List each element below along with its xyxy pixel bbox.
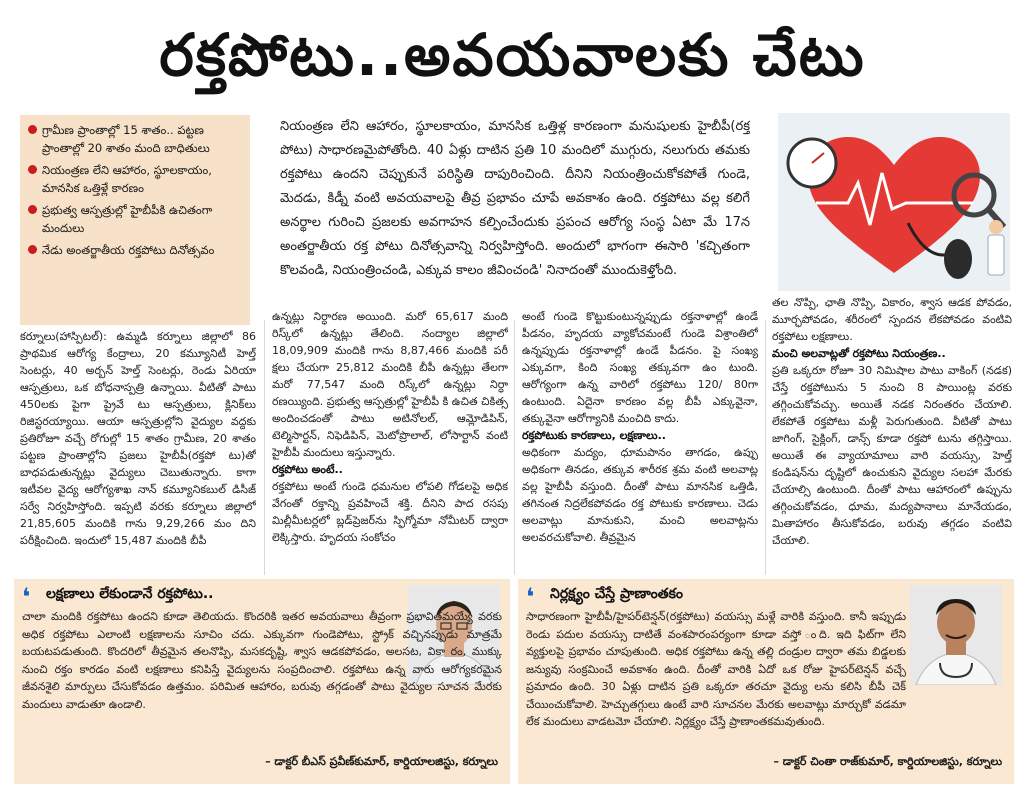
lead-paragraph: నియంత్రణ లేని ఆహారం, స్థూలకాయం, మానసిక ఒత్తిళ్ల కారణంగా మనుషులకు హైబీపీ(రక్త పోటు) సాధారణమైపోతోంది. 40 ఏళ్లు దాటిన ప్రతి 10 మందిలో ముగ్గురు, నలుగురు తమకు రక్తపోటు ఉందని చెప్పుకునే పరిస్థితి దాపురించింది. దీనిని నియంత్రించుకోకపోతే గుండె, మెదడు, కిడ్నీ వంటి అవయవాలపై తీవ్ర ప్రభావం చూపే అవకాశం ఉంది. రక్తపోటు వల్ల కలిగే అనర్థాల గురించి ప్రజలకు అవగాహన కల్పించేందుకు ప్రపంచ ఆరోగ్య సంస్థ ఏటా మే 17న అంతర్జాతీయ రక్త పోటు దినోత్సవాన్ని నిర్వహిస్తోంది. అందులో భాగంగా ఈసారి 'కచ్చితంగా కొలవండి, నియంత్రించండి, ఎక్కువ కాలం జీవించండి' నినాదంతో ముందుకెళ్తోంది. bbox=[280, 119, 750, 278]
expert-box-right-title: నిర్లక్ష్యం చేస్తే ప్రాణాంతకం bbox=[550, 586, 683, 602]
column-divider bbox=[765, 320, 766, 575]
body-column-2 bbox=[272, 308, 508, 574]
highlights-box bbox=[20, 115, 250, 325]
expert-box-right-text: సాధారణంగా హైబీపీ/హైపర్‌టెన్షన్(రక్తపోటు) వయస్సు మళ్లే వారికి వస్తుంది. కానీ ఇప్పుడు రెండు పదుల వయస్సు దాటితే వంశపారంపర్యంగా కూడా వస్తో ంది. ఇది ఫిట్‌గా లేని వ్యక్తులపై ప్రభావం చూపుతుంది. అధిక రక్తపోటు ఉన్న తల్లి దండ్రుల ద్వారా తమ బిడ్డలకు జన్యువు సంక్రమించే అవకాశం ఉంది. దీంతో వారికి ఏదో ఒక రోజు హైపర్‌టెన్షన్ వచ్చే ప్రమాదం ఉంది. 30 ఏళ్లు దాటిన ప్రతి ఒక్కరూ తరచూ వైద్యు లను కలిసి బీపీ చెక్ చేయించుకోవాలి. హెచ్చుతగ్గులు ఉంటే వారి సూచనల మేరకు అలవాట్లు మార్చుకో వడమా లేక మందులు వాడటమో చేయాలి. నిర్లక్ష్యం చేస్తే ప్రాణాంతకమవుతుంది. bbox=[526, 610, 906, 728]
column-4-text-a: తల నొప్పి, ఛాతి నొప్పి, వికారం, శ్వాస ఆడక పోవడం, మూర్ఛపోవడం, శరీరంలో స్పందన లేకపోవడం వంటివి రక్తపోటు లక్షణాలు. bbox=[772, 296, 1012, 343]
highlight-item: గ్రామీణ ప్రాంతాల్లో 15 శాతం.. పట్టణ ప్రాంతాల్లో 20 శాతం మంది బాధితులు bbox=[28, 121, 242, 157]
highlight-item: నేడు అంతర్జాతీయ రక్తపోటు దినోత్సవం bbox=[28, 241, 242, 259]
body-column-3 bbox=[522, 308, 758, 574]
expert-box-left-byline: – డాక్టర్ బీఎస్ ప్రవీణ్‌కుమార్, కార్డియాలజిస్టు, కర్నూలు bbox=[265, 755, 498, 768]
quote-icon: ❛ bbox=[526, 583, 535, 611]
column-2-text-b: రక్తపోటు అంటే గుండె ధమనుల లోపలి గోడలపై అధిక వేగంతో రక్తాన్ని ప్రవహించే శక్తి. దీనిని పాద రసపు మిల్లీమీటర్లలో బ్లడ్‌ప్రెజర్‌ను స్ఫిగ్మోమా నోమీటర్ ద్వారా లెక్కిస్తారు. హృదయ సంకోచం bbox=[272, 480, 508, 544]
expert-box-left-text: చాలా మందికి రక్తపోటు ఉందని కూడా తెలియదు. కొందరికి ఇతర అవయవాలు తీవ్రంగా ప్రభావితమయ్యే వరకు అధిక రక్తపోటు ఎలాంటి లక్షణాలను సూచిం చదు. ఎక్కువగా గుండెపోటు, స్ట్రోక్ వచ్చినప్పుడు మాత్రమే బయటపడుతుంది. కొందరిలో తీవ్రమైన తలనొప్పి, మసకదృష్టి, శ్వాస ఆడకపోవడం, అలసట, వికా రం, ముక్కు నుంచి రక్తం కారడం వంటి లక్షణాలు కనిపిస్తే వైద్యులను సంప్రదించాలి. రక్తపోటు ఉన్న వారు ఆరోగ్యకరమైన జీవనశైలి మార్పులు చేసుకోవడం ఉత్తమం. పరిమిత ఆహారం, బరువు తగ్గడంతో పాటు వైద్యుల సూచన మేరకు మందులు వాడుతూ ఉండాలి. bbox=[22, 610, 502, 711]
column-4-text-b: ప్రతి ఒక్కరూ రోజూ 30 నిమిషాల పాటు వాకింగ్ (నడక) చేస్తే రక్తపోటును 5 నుంచి 8 పాయింట్ల వరకు తగ్గించుకోవచ్చు. అయితే నడక నిరంతరం చేయాలి. లేకపోతే రక్తపోటు మళ్లీ పెరుగుతుంది. వీటితో పాటు జాగింగ్, సైక్లింగ్, డాన్స్ కూడా రక్తపో టును తగ్గిస్తాయి. అయితే ఈ వ్యాయామాలు వారి వయస్సు, హెల్త్ కండిషన్‌ను దృష్టిలో ఉంచుకుని వైద్యుల సలహా మేరకు చేయాల్సి ఉంటుంది. దీంతో పాటు ఆహారంలో ఉప్పును తగ్గించుకోవడం, ధూమ, మద్యపానాలు మానేయడం, మితాహారం తీసుకోవడం, బరువు తగ్గడం వంటివి చేయాలి. bbox=[772, 364, 1012, 547]
subheading-what-is-bp: రక్తపోటు అంటే.. bbox=[272, 463, 343, 476]
column-divider bbox=[514, 320, 515, 575]
column-3-text-a: అంటే గుండె కొట్టుకుంటున్నప్పుడు రక్తనాళాల్లో ఉండే పీడనం, హృదయ వ్యాకోచమంటే గుండె విశ్రాంతిలో ఉన్నప్పుడు రక్తనాళాల్లో ఉండే పీడనం. పై సంఖ్య ఎక్కువగా, కింది సంఖ్య తక్కువగా ఉం టుంది. ఆరోగ్యంగా ఉన్న వారిలో రక్తపోటు 120/ 80గా ఉంటుంది. ఏదైనా కారణం వల్ల బీపీ ఎక్కువైనా, తక్కువైనా ఆరోగ్యానికి మంచిది కాదు. bbox=[522, 310, 758, 425]
highlight-item: ప్రభుత్వ ఆస్పత్రుల్లో హైబీపీకి ఉచితంగా మందులు bbox=[28, 201, 242, 237]
heart-bp-icon bbox=[778, 113, 1010, 291]
doctor-avatar-icon bbox=[910, 585, 1002, 685]
expert-box-left-title: లక్షణాలు లేకుండానే రక్తపోటు.. bbox=[46, 586, 214, 602]
doctor-photo-right bbox=[910, 585, 1002, 685]
body-column-4 bbox=[772, 294, 1012, 574]
quote-icon: ❛ bbox=[22, 583, 31, 611]
column-2-text-a: ఉన్నట్లు నిర్ధారణ అయింది. మరో 65,617 మంది రిస్క్‌లో ఉన్నట్లు తేలింది. నంద్యాల జిల్లాలో 18,09,909 మందికి గాను 8,87,466 మందికి పరీ క్షలు చేయగా 25,812 మందికి బీపీ ఉన్నట్లు తేలగా మరో 77,547 మంది రిస్క్‌లో ఉన్నట్లు నిర్ధా రణయ్యింది. ప్రభుత్వ ఆస్పత్రుల్లో హైబీపీ కి ఉచిత చికిత్స అందించడంతో పాటు అటినోలల్, ఆమ్లోడిపిన్, టెల్మిసార్టన్, నిఫెడిపిన్, మెటోప్రొలాల్, లోసార్టాన్ వంటి హైబీపీ మందులు ఇస్తున్నారు. bbox=[272, 310, 508, 459]
subheading-causes: రక్తపోటుకు కారణాలు, లక్షణాలు.. bbox=[522, 429, 666, 442]
column-3-text-b: అధికంగా మద్యం, ధూమపానం తాగడం, ఉప్పు అధికంగా తినడం, తక్కువ శారీరక శ్రమ వంటి అలవాట్ల వల్ల హైబీపీ వస్తుంది. దీంతో పాటు మానసిక ఒత్తిడి, తగినంత నిద్రలేకపోవడం రక్త పోటుకు కారణాలు. చెడు అలవాట్లు మానుకుని, మంచి అలవాట్లను అలవరచుకోవాలి. తీవ్రమైన bbox=[522, 446, 758, 544]
highlight-item: నియంత్రణ లేని ఆహారం, స్థూలకాయం, మానసిక ఒత్తిళ్లే కారణం bbox=[28, 161, 242, 197]
column-divider bbox=[264, 320, 265, 575]
bp-illustration bbox=[778, 113, 1010, 291]
body-column-1 bbox=[20, 328, 256, 574]
headline: రక్తపోటు..అవయవాలకు చేటు bbox=[159, 21, 866, 89]
column-1-text: కర్నూలు(హాస్పిటల్): ఉమ్మడి కర్నూలు జిల్లాలో 86 ప్రాథమిక ఆరోగ్య కేంద్రాలు, 20 కమ్యూనిటీ హెల్త్ సెంటర్లు, 40 అర్బన్ హెల్త్ సెంటర్లు, రెండు ఏరియా ఆస్పత్రులు, ఒక బోధనాస్పత్రి ఉన్నాయి. వీటితో పాటు 450లకు పైగా ప్రైవే టు ఆస్పత్రులు, క్లినిక్‌లు రిజిస్టరయ్యాయి. ఆయా ఆస్పత్రుల్లోని వైద్యుల వద్దకు ప్రతిరోజూ వచ్చే రోగుల్లో 15 శాతం గ్రామీణ, 20 శాతం పట్టణ ప్రాంతాల్లోని ప్రజలు హైబీపీ(రక్తపో టు)తో బాధపడుతున్నట్లు వైద్యులు చెబుతున్నారు. కాగా ఇటీవల వైద్య ఆరోగ్యశాఖ నాన్ కమ్యూనికబుల్ డిసీజ్ సర్వే నిర్వహిస్తోంది. ఇప్పటి వరకు కర్నూలు జిల్లాలో 21,85,605 మందికి గాను 9,29,266 మం దిని పరీక్షించింది. ఇందులో 15,487 మందికి బీపీ bbox=[20, 330, 256, 547]
subheading-control: మంచి అలవాట్లతో రక్తపోటు నియంత్రణ.. bbox=[772, 347, 946, 360]
expert-box-right-byline: – డాక్టర్ చింతా రాజ్‌కుమార్, కార్డియాలజిస్టు, కర్నూలు bbox=[773, 755, 1002, 768]
